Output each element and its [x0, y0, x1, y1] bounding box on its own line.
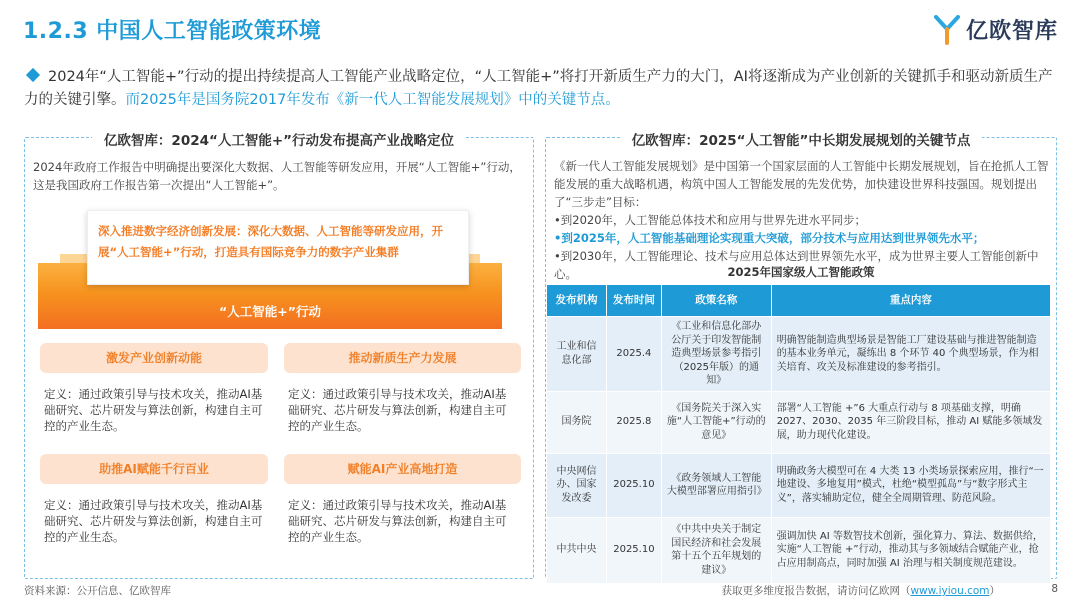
- cell-issuer: 中央网信办、国家发改委: [547, 453, 607, 517]
- cell-date: 2025.10: [606, 517, 661, 583]
- left-panel-title: [25, 129, 533, 149]
- table-row: [547, 391, 1051, 453]
- footer-more-info: [721, 583, 1000, 598]
- cell-policy: 《工业和信息化部办公厅关于印发智能制造典型场景参考指引（2025年版）的通知》: [661, 317, 771, 392]
- table-header-row: [547, 285, 1051, 317]
- cell-policy: 《政务领域人工智能大模型部署应用指引》: [661, 453, 771, 517]
- footer-text: 获取更多维度报告数据，请访问亿欧网（: [721, 585, 911, 597]
- step-2020: •到2020年，人工智能总体技术和应用与世界先进水平同步；: [554, 213, 867, 227]
- table-row: [547, 517, 1051, 583]
- cell-content: 部署“人工智能 +”6 大重点行动与 8 项基础支撑，明确 2027、2030、2035 年三阶段目标，推动 AI 赋能多领域发展，助力现代化建设。: [771, 391, 1050, 453]
- logo-icon: [934, 15, 960, 45]
- col-header-issuer: 发布机构: [547, 285, 607, 317]
- cell-content: 明确政务大模型可在 4 大类 13 小类场景探索应用，推行“一地建设、多地复用”模式，杜绝“模型孤岛”与“数字形式主义”，落实辅助定位，健全全周期管理、防范风险。: [771, 453, 1050, 517]
- card-definition-2: 定义：通过政策引导与技术攻关，推动AI基础研究、芯片研发与算法创新，构建自主可控的产业生态。: [288, 387, 507, 433]
- platform-label: “人工智能+”行动: [219, 304, 321, 319]
- intro-paragraph: [24, 66, 1059, 112]
- card-definition-4: 定义：通过政策引导与技术攻关，推动AI基础研究、芯片研发与算法创新，构建自主可控的产业生态。: [288, 498, 507, 544]
- cell-policy: 《中共中央关于制定国民经济和社会发展第十五个五年规划的建议》: [661, 517, 771, 583]
- cell-date: 2025.10: [606, 453, 661, 517]
- table-row: [547, 453, 1051, 517]
- card-label-2: 推动新质生产力发展: [284, 343, 521, 373]
- right-panel-title-text: 亿欧智库：2025“人工智能”中长期发展规划的关键节点: [620, 133, 983, 149]
- col-header-date: 发布时间: [606, 285, 661, 317]
- cell-content: 明确智能制造典型场景是智能工厂建设基础与推进智能制造的基本业务单元，凝练出 8 个环节 40 个典型场景，作为相关培育、攻关及标准建设的参考指引。: [771, 317, 1050, 392]
- logo-text: 亿欧智库: [965, 19, 1058, 44]
- cell-date: 2025.4: [606, 317, 661, 392]
- intro-highlight: 而2025年是国务院2017年发布《新一代人工智能发展规划》中的关键节点。: [125, 92, 620, 108]
- left-panel-description: 2024年政府工作报告中明确提出要深化大数据、人工智能等研发应用，开展“人工智能+”行动，这是我国政府工作报告第一次提出“人工智能+”。: [33, 160, 521, 192]
- card-definition-1: 定义：通过政策引导与技术攻关，推动AI基础研究、芯片研发与算法创新，构建自主可控的产业生态。: [44, 387, 263, 433]
- policy-table: [546, 284, 1051, 584]
- table-row: [547, 317, 1051, 392]
- right-panel-title: [546, 129, 1056, 149]
- step-2030: •到2030年，人工智能理论、技术与应用总体达到世界领先水平，成为世界主要人工智能创新中心。: [554, 249, 1039, 281]
- right-panel: [545, 133, 1057, 579]
- cell-issuer: 中共中央: [547, 517, 607, 583]
- diamond-bullet-icon: [26, 68, 40, 82]
- cell-policy: 《国务院关于深入实施“人工智能+”行动的意见》: [661, 391, 771, 453]
- col-header-policy: 政策名称: [661, 285, 771, 317]
- step-2025: •到2025年，人工智能基础理论实现重大突破，部分技术与应用达到世界领先水平；: [554, 231, 985, 245]
- card-label-1: 激发产业创新动能: [40, 343, 268, 373]
- source-note: 资料来源：公开信息、亿欧智库: [24, 585, 171, 597]
- brand-logo: [934, 14, 1058, 45]
- left-panel-title-text: 亿欧智库：2024“人工智能+”行动发布提高产业战略定位: [92, 133, 466, 149]
- col-header-content: 重点内容: [771, 285, 1050, 317]
- cell-issuer: 工业和信息化部: [547, 317, 607, 392]
- website-link[interactable]: www.iyiou.com: [910, 585, 990, 597]
- cell-issuer: 国务院: [547, 391, 607, 453]
- table-title: 2025年国家级人工智能政策: [727, 265, 875, 279]
- card-label-4: 赋能AI产业高地打造: [284, 454, 521, 484]
- cell-date: 2025.8: [606, 391, 661, 453]
- card-label-3: 助推AI赋能千行百业: [40, 454, 268, 484]
- plan-description: 《新一代人工智能发展规划》是中国第一个国家层面的人工智能中长期发展规划，旨在抢抓人工智能发展的重大战略机遇，构筑中国人工智能发展的先发优势，加快建设世界科技强国。规划提出了“三步走”目标：: [554, 159, 1049, 209]
- page-number: 8: [1051, 583, 1058, 595]
- cell-content: 强调加快 AI 等数智技术创新，强化算力、算法、数据供给，实施“人工智能 +”行动，推动其与多领域结合赋能产业，抢占应用制高点，同时加强 AI 治理与相关制度规范建设。: [771, 517, 1050, 583]
- footer-text-end: ）: [989, 585, 1000, 597]
- card-definition-3: 定义：通过政策引导与技术攻关，推动AI基础研究、芯片研发与算法创新，构建自主可控的产业生态。: [44, 498, 263, 544]
- policy-quote-card: 深入推进数字经济创新发展：深化大数据、人工智能等研发应用，开展“人工智能+”行动，打造具有国际竞争力的数字产业集群: [87, 210, 469, 285]
- page-title: 1.2.3 中国人工智能政策环境: [23, 19, 322, 44]
- intro-text: 2024年“人工智能+”行动的提出持续提高人工智能产业战略定位，“人工智能+”将打开新质生产力的大门，AI将逐渐成为产业创新的关键抓手和驱动新质生产力的关键引擎。: [24, 69, 1053, 108]
